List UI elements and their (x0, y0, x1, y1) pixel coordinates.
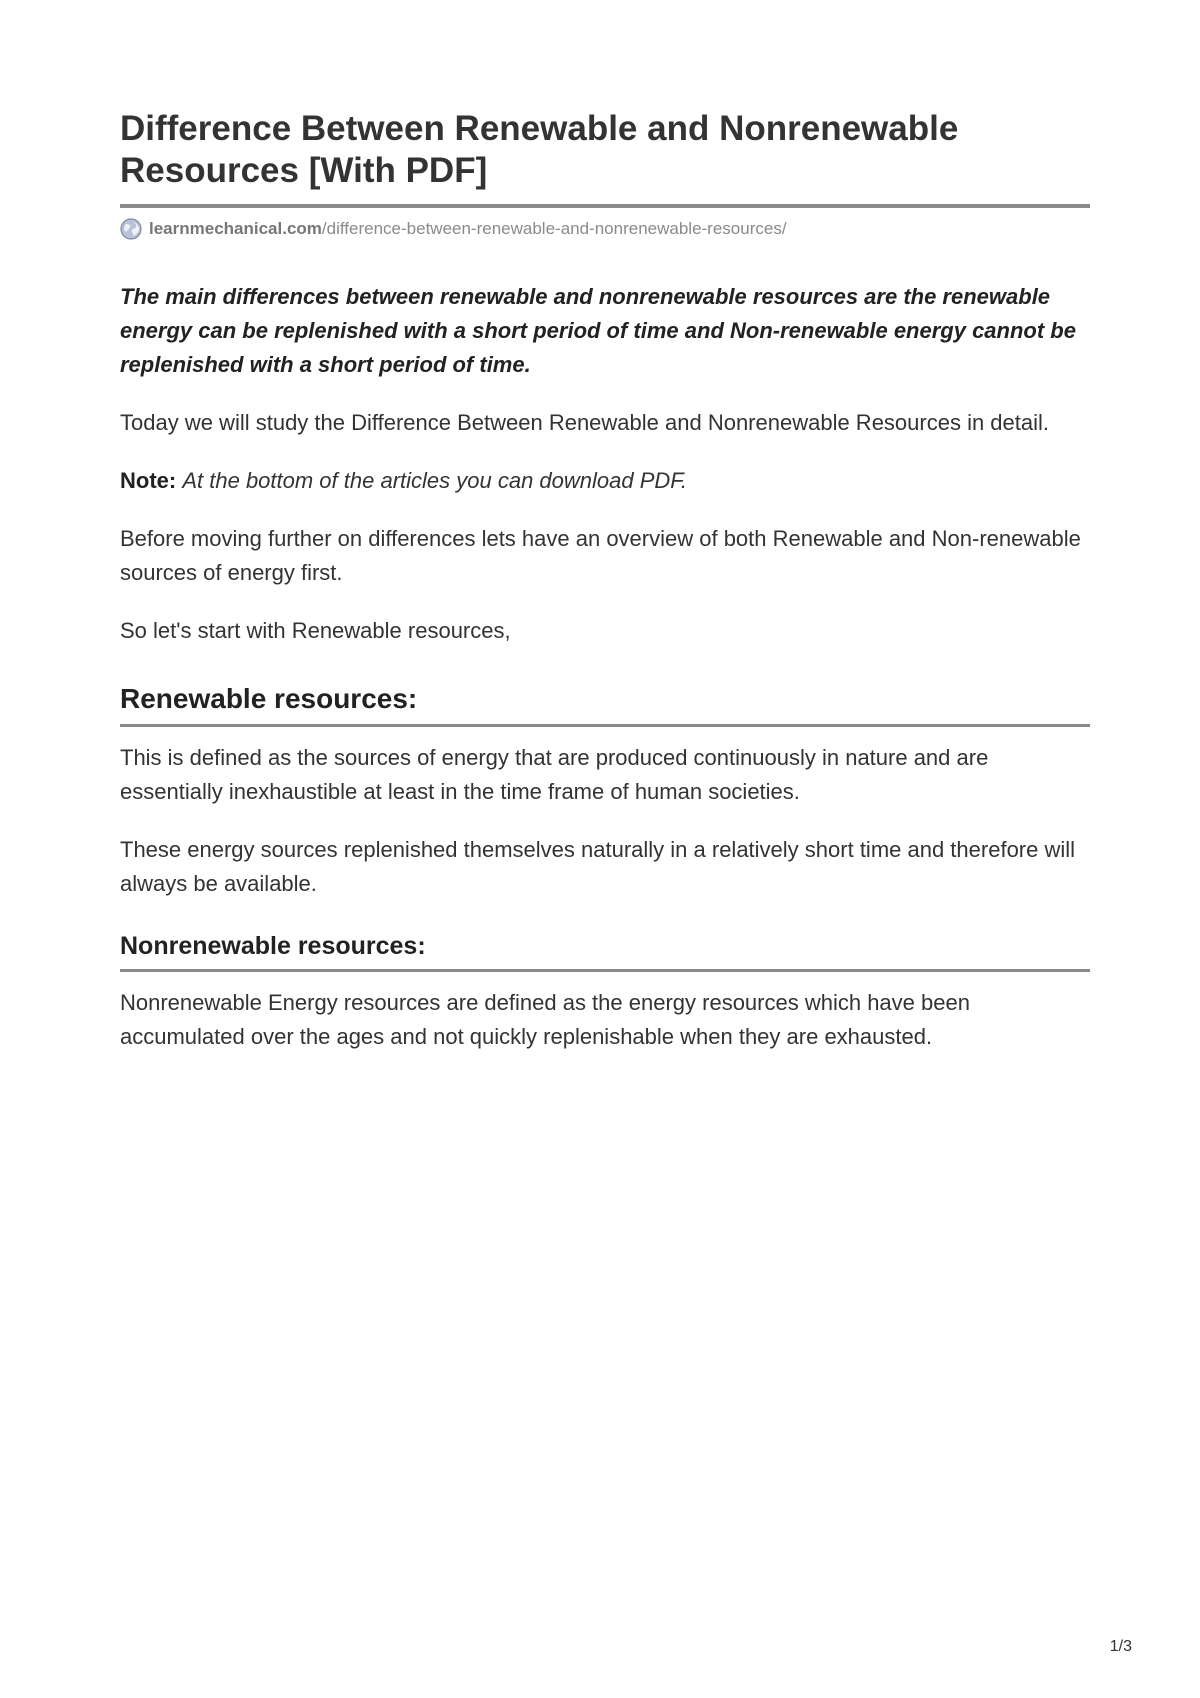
globe-icon (120, 218, 142, 240)
nonrenewable-paragraph: Nonrenewable Energy resources are defined as the energy resources which have been accumulated over the ages and not quickly replenishable when they are exhausted. (120, 990, 970, 1049)
note-paragraph (120, 464, 1090, 498)
page-title: Difference Between Renewable and Nonrenewable Resources [With PDF] (120, 108, 1090, 208)
page-number: 1/3 (1109, 1638, 1132, 1655)
intro-paragraph: Today we will study the Difference Between Renewable and Nonrenewable Resources in detail. (120, 410, 1050, 435)
renewable-paragraph: This is defined as the sources of energy that are produced continuously in nature and are essentially inexhaustible at least in the time frame of human societies. (120, 745, 989, 804)
section-heading-renewable: Renewable resources: (120, 680, 1090, 727)
source-path[interactable]: /difference-between-renewable-and-nonrenewable-resources/ (321, 219, 787, 238)
overview-paragraph: Before moving further on differences lets have an overview of both Renewable and Non-renewable sources of energy first. (120, 526, 1081, 585)
note-label: Note: (120, 468, 177, 493)
lead-summary: The main differences between renewable and nonrenewable resources are the renewable energy can be replenished with a short period of time and Non-renewable energy cannot be replenished with a short period of time. (120, 284, 1076, 377)
section-heading-nonrenewable: Nonrenewable resources: (120, 929, 1090, 972)
start-paragraph: So let's start with Renewable resources, (120, 618, 511, 643)
note-text: At the bottom of the articles you can download PDF. (182, 468, 688, 493)
article (120, 108, 1090, 1054)
renewable-paragraph: These energy sources replenished themselves naturally in a relatively short time and therefore will always be available. (120, 837, 1076, 896)
source-link[interactable] (120, 218, 1090, 240)
source-domain[interactable]: learnmechanical.com (149, 219, 322, 238)
